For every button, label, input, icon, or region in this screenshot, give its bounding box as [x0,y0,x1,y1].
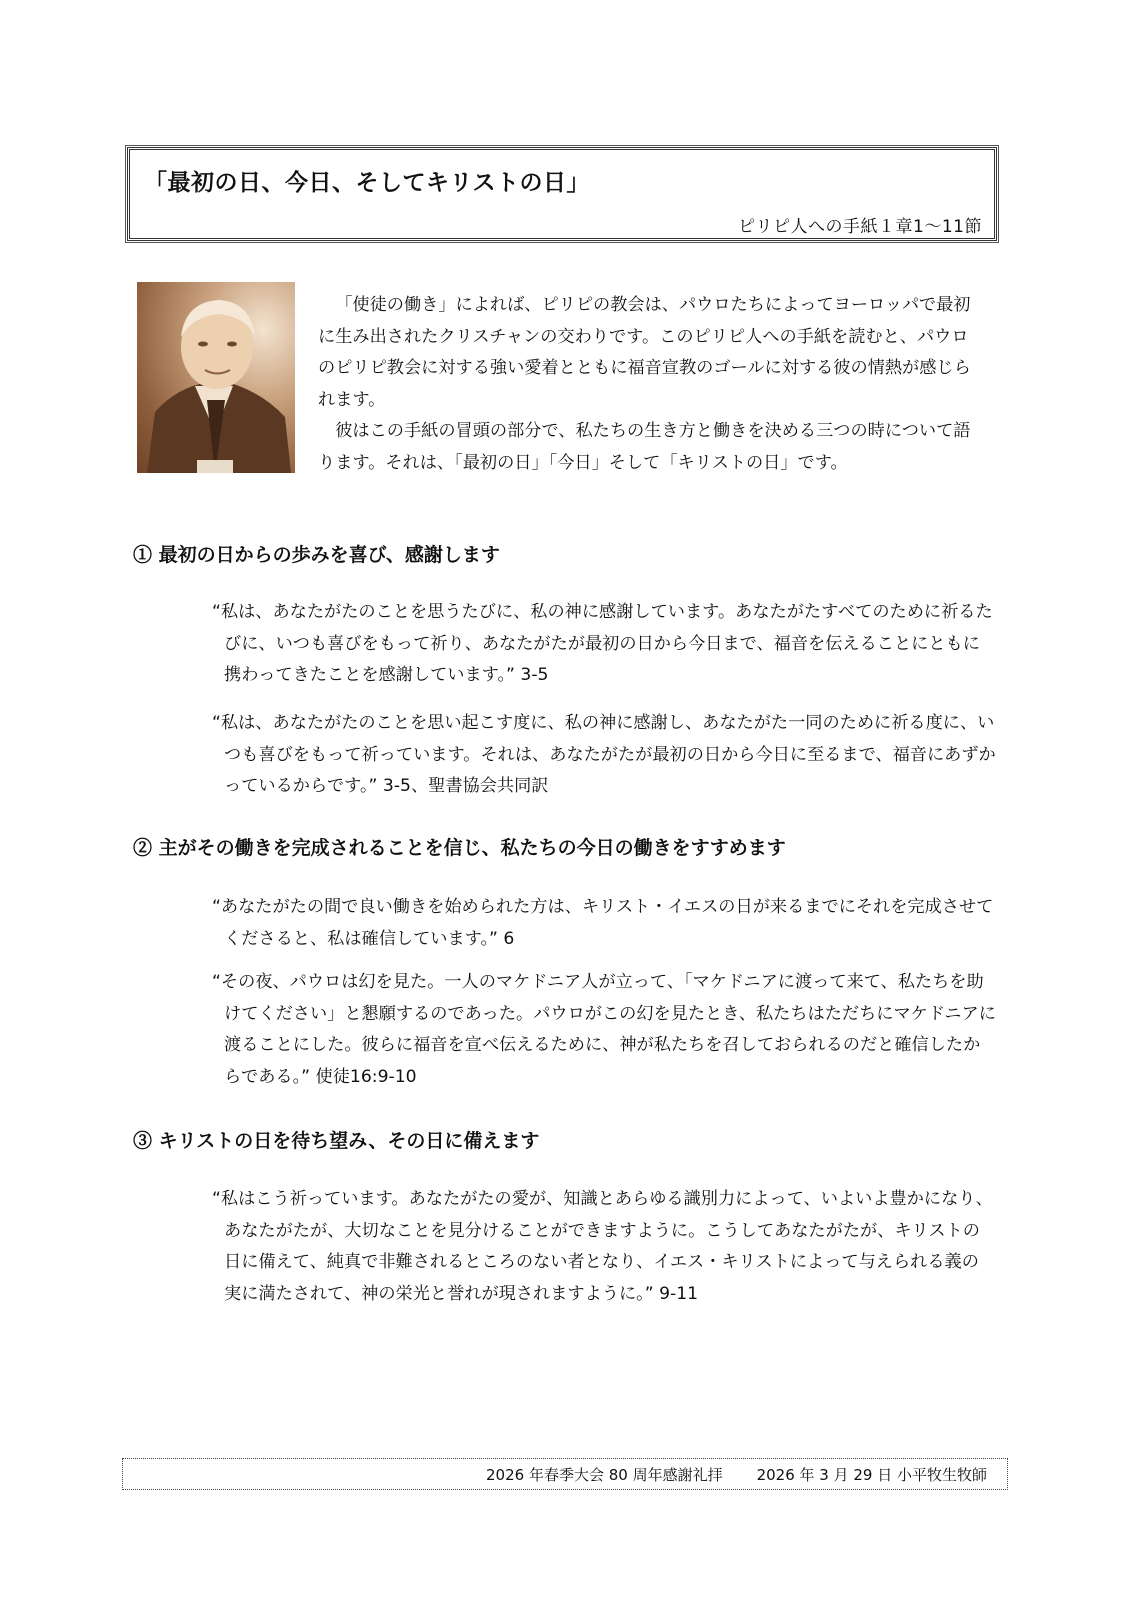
intro-text [318,290,978,479]
scripture-reference: ピリピ人への手紙１章1～11節 [738,217,982,237]
page-title: 「最初の日、今日、そしてキリストの日」 [144,169,591,196]
quote-block: “あなたがたの間で良い働きを始められた方は、キリスト・イエスの日が来るまでにそれを完成させてくださると、私は確信しています。” 6 [212,897,994,949]
intro-paragraph: 「使徒の働き」によれば、ピリピの教会は、パウロたちによってヨーロッパで最初に生み出されたクリスチャンの交わりです。このピリピ人への手紙を読むと、パウロのピリピ教会に対する強い愛着とともに福音宣教のゴールに対する彼の情熱が感じられます。 [318,295,971,410]
quote-block: “私は、あなたがたのことを思うたびに、私の神に感謝しています。あなたがたすべてのために祈るたびに、いつも喜びをもって祈り、あなたがたが最初の日から今日まで、福音を伝えることにともに携わってきたことを感謝しています。” 3-5 [212,602,993,685]
section-heading-1: ① 最初の日からの歩みを喜び、感謝します [133,544,500,566]
footer-event: 2026 年春季大会 80 周年感謝礼拝 [486,1466,723,1484]
portrait-illustration [137,282,295,473]
title-box [127,147,997,241]
footer-text [486,1464,987,1485]
intro-paragraph: 彼はこの手紙の冒頭の部分で、私たちの生き方と働きを決める三つの時について語ります。それは、「最初の日」「今日」そして「キリストの日」です。 [318,421,971,473]
footer-date-speaker: 2026 年 3 月 29 日 小平牧生牧師 [756,1466,987,1484]
quote-block: “私はこう祈っています。あなたがたの愛が、知識とあらゆる識別力によって、いよいよ豊かになり、あなたがたが、大切なことを見分けることができますように。こうしてあなたがたが、キリストの日に備えて、純真で非難されるところのない者となり、イエス・キリストによって与えられる義の実に満たされて、神の栄光と誉れが現されますように。” 9-11 [212,1189,993,1304]
footer [122,1458,1008,1490]
portrait-photo [137,282,295,473]
section-heading-2: ② 主がその働きを完成されることを信じ、私たちの今日の働きをすすめます [133,837,786,859]
quote-block: “その夜、パウロは幻を見た。一人のマケドニア人が立って、「マケドニアに渡って来て、私たちを助けてください」と懇願するのであった。パウロがこの幻を見たとき、私たちはただちにマケドニアに渡ることにした。彼らに福音を宣べ伝えるために、神が私たちを召しておられるのだと確信したからである。” 使徒16:9-10 [212,972,996,1087]
section-heading-3: ③ キリストの日を待ち望み、その日に備えます [133,1130,540,1152]
quote-block: “私は、あなたがたのことを思い起こす度に、私の神に感謝し、あなたがた一同のために祈る度に、いつも喜びをもって祈っています。それは、あなたがたが最初の日から今日に至るまで、福音にあずかっているからです。” 3-5、聖書協会共同訳 [212,713,996,796]
